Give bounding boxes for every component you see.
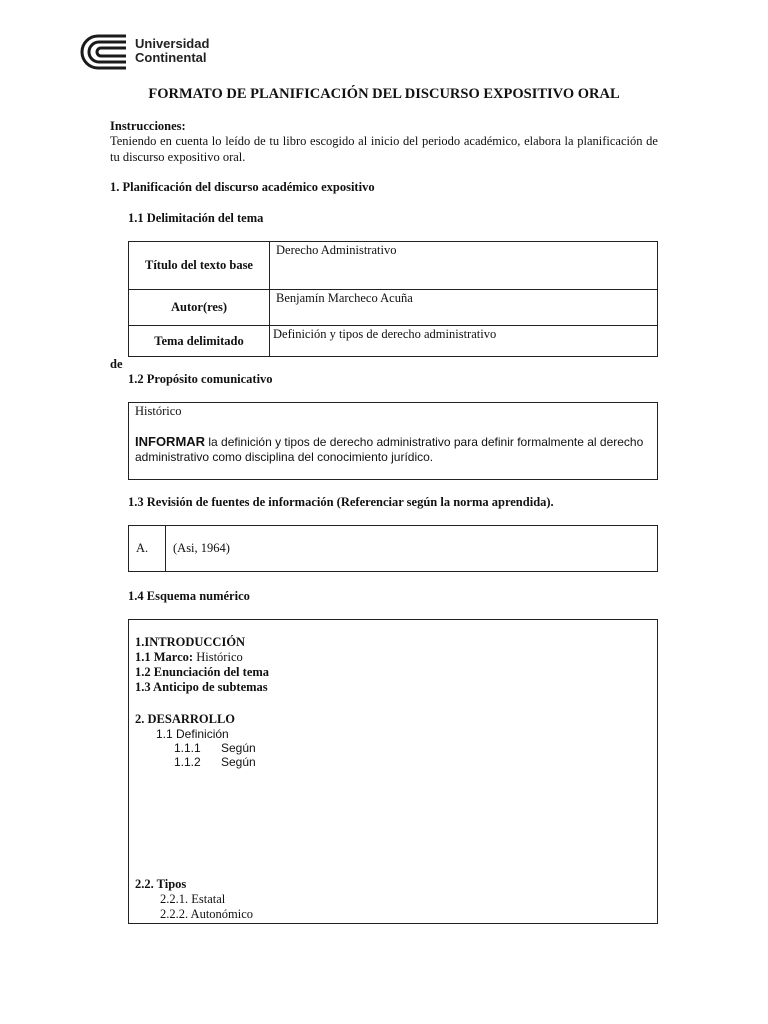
section-1-2-heading: 1.2 Propósito comunicativo bbox=[128, 372, 273, 386]
table-value-cell: Derecho Administrativo bbox=[270, 242, 658, 290]
outline-segun-2-text: Según bbox=[221, 755, 256, 769]
outline-anticipo: 1.3 Anticipo de subtemas bbox=[135, 680, 268, 694]
purpose-rest: la definición y tipos de derecho administrativo para definir formalmente al derecho administrativo como disciplina del conocimiento jurídico. bbox=[135, 435, 644, 464]
outline-marco-label: 1.1 Marco: bbox=[135, 650, 194, 664]
outline-intro: 1.INTRODUCCIÓN bbox=[135, 635, 246, 649]
outline-estatal: 2.2.1. Estatal bbox=[160, 892, 226, 906]
outline-box bbox=[128, 619, 658, 924]
outline-segun-1-number: 1.1.1 bbox=[174, 741, 201, 755]
outline-enunciacion: 1.2 Enunciación del tema bbox=[135, 665, 270, 679]
table-label-cell: Tema delimitado bbox=[129, 326, 270, 357]
references-table bbox=[128, 525, 658, 572]
topic-table bbox=[128, 241, 658, 357]
purpose-box bbox=[128, 402, 658, 480]
outline-tipos: 2.2. Tipos bbox=[135, 877, 187, 891]
logo-wordmark bbox=[135, 37, 209, 65]
outline-segun-1-text: Según bbox=[221, 741, 256, 755]
outline-autonomico: 2.2.2. Autonómico bbox=[160, 907, 254, 921]
table-value-cell: Definición y tipos de derecho administrativo bbox=[270, 326, 658, 357]
section-1-3-heading: 1.3 Revisión de fuentes de información (Referenciar según la norma aprendida). bbox=[128, 495, 554, 509]
purpose-body bbox=[135, 434, 647, 465]
table-value-cell: Benjamín Marcheco Acuña bbox=[270, 290, 658, 326]
reference-text: (Asi, 1964) bbox=[166, 526, 658, 572]
reference-index: A. bbox=[129, 526, 166, 572]
table-label-cell: Título del texto base bbox=[129, 242, 270, 290]
outline-marco-value: Histórico bbox=[193, 650, 243, 664]
section-1-4-heading: 1.4 Esquema numérico bbox=[128, 589, 250, 603]
instructions-body: Teniendo en cuenta lo leído de tu libro escogido al inicio del periodo académico, elabora la planificación de tu discurso expositivo oral. bbox=[110, 134, 658, 164]
section-1-heading: 1. Planificación del discurso académico expositivo bbox=[110, 180, 375, 194]
outline-marco bbox=[135, 650, 243, 665]
logo-line-1: Universidad bbox=[135, 36, 210, 51]
page-title: FORMATO DE PLANIFICACIÓN DEL DISCURSO EXPOSITIVO ORAL bbox=[148, 86, 620, 102]
instructions-heading: Instrucciones: bbox=[110, 119, 186, 133]
outline-segun-2-number: 1.1.2 bbox=[174, 755, 201, 769]
table-label-cell: Autor(res) bbox=[129, 290, 270, 326]
section-1-1-heading: 1.1 Delimitación del tema bbox=[128, 211, 264, 225]
stray-text: de bbox=[110, 357, 123, 371]
table-row bbox=[129, 242, 658, 290]
table-row bbox=[129, 290, 658, 326]
table-row bbox=[129, 526, 658, 572]
logo-line-2: Continental bbox=[135, 50, 207, 65]
purpose-verb: INFORMAR bbox=[135, 434, 206, 449]
table-row bbox=[129, 326, 658, 357]
purpose-first-line: Histórico bbox=[135, 404, 182, 418]
outline-definicion: 1.1 Definición bbox=[156, 727, 229, 741]
outline-desarrollo: 2. DESARROLLO bbox=[135, 712, 236, 726]
